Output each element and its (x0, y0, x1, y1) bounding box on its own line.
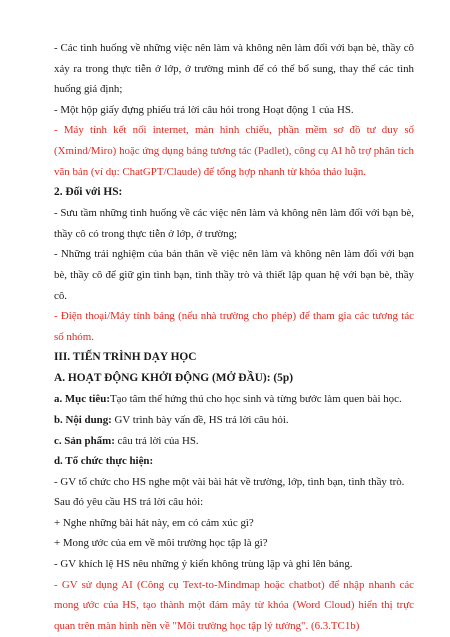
paragraph-question-1: + Nghe những bài hát này, em có cảm xúc gì? (54, 516, 254, 529)
heading-section-3: III. TIẾN TRÌNH DẠY HỌC (54, 351, 197, 364)
objective-label: a. Mục tiêu: (54, 393, 110, 406)
paragraph-digital-tools: - Máy tính kết nối internet, màn hình chiếu, phần mềm sơ đồ tư duy số (Xmind/Miro) hoặc ứng dụng bảng tương tác (Padlet), công cụ AI hỗ trợ phân tích văn bản (ví dụ: ChatGPT/Claude) để tổng hợp nhanh từ khóa thảo luận. (54, 124, 414, 178)
paragraph-collect-situations: - Sưu tầm những tình huống về các việc nên làm và không nên làm đối với bạn bè, thầy cô có trong thực tiễn ở lớp, ở trường; (54, 207, 414, 240)
paragraph-devices: - Điện thoại/Máy tính bảng (nếu nhà trường cho phép) để tham gia các tương tác số nhóm. (54, 310, 414, 343)
heading-for-students: 2. Đối với HS: (54, 186, 123, 199)
content-label: b. Nội dung: (54, 413, 112, 426)
paragraph-organization: d. Tổ chức thực hiện: (54, 455, 154, 468)
product-text: câu trả lời của HS. (114, 434, 199, 447)
paragraph-objective (54, 389, 414, 410)
paragraph-listen-songs: - GV tổ chức cho HS nghe một vài bài hát về trường, lớp, tình bạn, tình thầy trò. (54, 475, 405, 488)
product-label: c. Sản phẩm: (54, 434, 115, 447)
objective-text: Tạo tâm thế hứng thú cho học sinh và từng bước làm quen bài học. (109, 393, 402, 406)
content-text: GV trình bày vấn đề, HS trả lời câu hỏi. (111, 413, 289, 426)
paragraph-ai-wordcloud: - GV sử dụng AI (Công cụ Text-to-Mindmap hoặc chatbot) để nhập nhanh các mong ước của HS, tạo thành một đám mây từ khóa (Word Cloud) hiển thị trực quan trên màn hình nền về "Môi trường học tập lý tưởng". (6.3.TC1b) (54, 578, 414, 632)
paragraph-situations: - Các tình huống về những việc nên làm và không nên làm đối với bạn bè, thầy cô xảy ra trong thực tiễn ở lớp, ở trường mình để có thể bổ sung, thay thế các tình huống giả định; (54, 42, 414, 96)
paragraph-content (54, 410, 414, 431)
paragraph-experiences: - Những trải nghiệm của bản thân về việc nên làm và không nên làm đối với bạn bè, thầy cô để giữ gìn tình bạn, tình thầy trò và thiết lập quan hệ với bạn bè, thầy cô. (54, 248, 414, 302)
paragraph-question-2: + Mong ước của em về môi trường học tập là gì? (54, 537, 268, 550)
heading-activity-a: A. HOẠT ĐỘNG KHỞI ĐỘNG (MỞ ĐẦU): (5p) (54, 372, 293, 385)
paragraph-ask-questions: Sau đó yêu cầu HS trả lời câu hỏi: (54, 496, 204, 509)
paragraph-product (54, 431, 414, 452)
paragraph-encourage: - GV khích lệ HS nêu những ý kiến không trùng lặp và ghi lên bảng. (54, 558, 353, 571)
paragraph-paper-box: - Một hộp giấy đựng phiếu trả lời câu hỏi trong Hoạt động 1 của HS. (54, 103, 354, 116)
